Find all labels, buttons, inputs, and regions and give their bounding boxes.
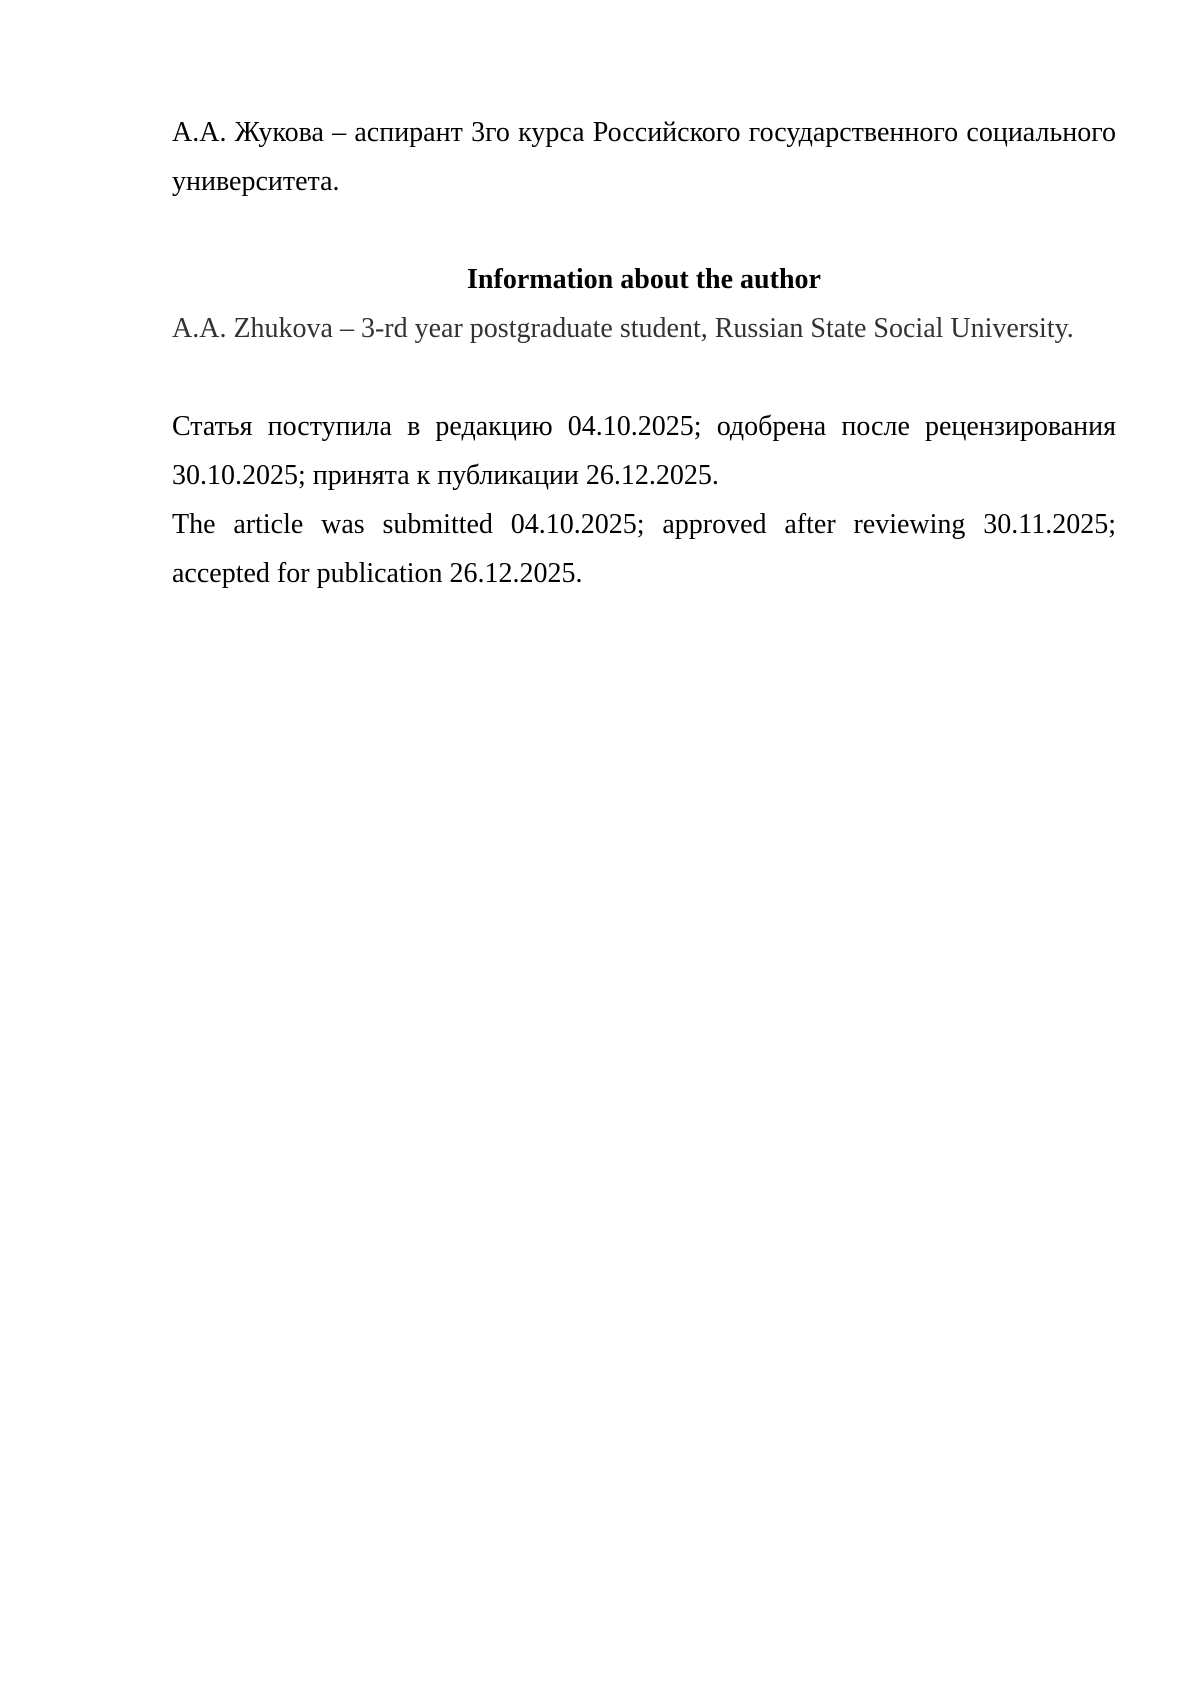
spacer (172, 353, 1116, 402)
submission-info-ru: Статья поступила в редакцию 04.10.2025; одобрена после рецензирования 30.10.2025; принята к публикации 26.12.2025. (172, 411, 1116, 491)
author-info-heading: Information about the author (467, 264, 821, 295)
spacer (172, 206, 1116, 255)
author-info-en: A.A. Zhukova – 3-rd year postgraduate student, Russian State Social University. (172, 313, 1074, 344)
submission-info-en: The article was submitted 04.10.2025; approved after reviewing 30.11.2025; accepted for publication 26.12.2025. (172, 509, 1116, 589)
page-content (172, 108, 1116, 598)
author-info-ru: А.А. Жукова – аспирант 3го курса Российского государственного социального университета. (172, 117, 1116, 197)
